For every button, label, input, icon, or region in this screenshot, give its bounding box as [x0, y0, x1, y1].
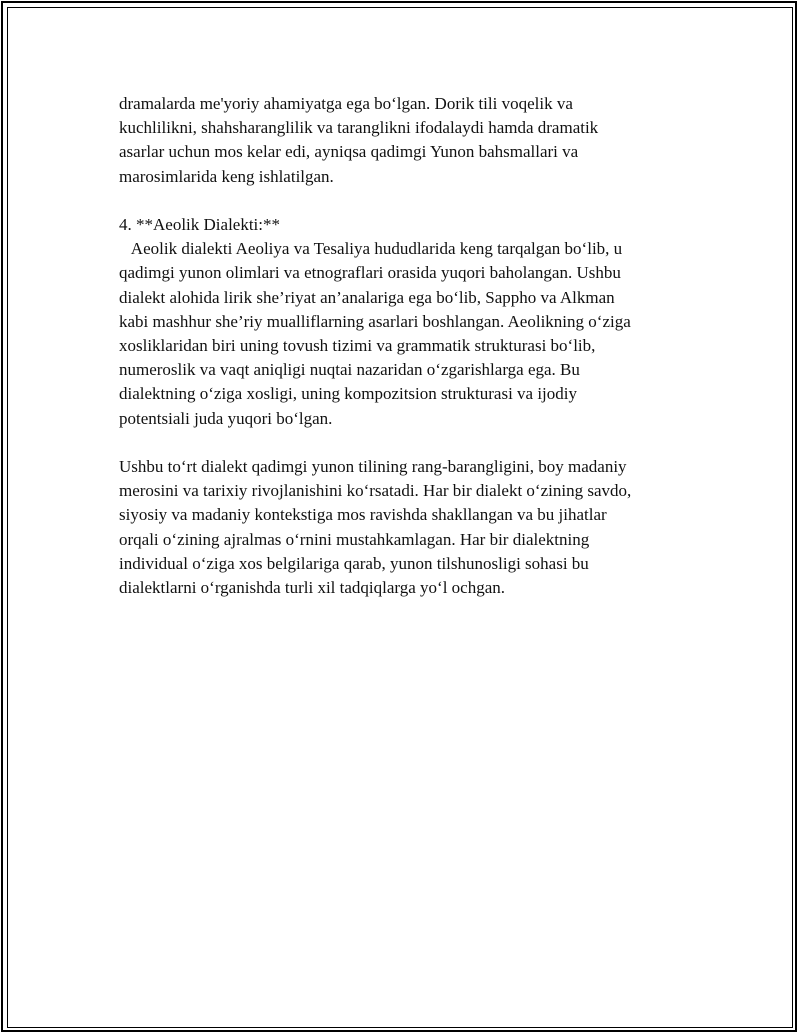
paragraph-spacer	[119, 189, 679, 213]
text-line: individual o‘ziga xos belgilariga qarab, yunon tilshunosligi sohasi bu	[119, 553, 589, 573]
section-aeolic-dialect	[119, 213, 679, 431]
text-line: xosliklaridan biri uning tovush tizimi va grammatik strukturasi bo‘lib,	[119, 336, 596, 356]
text-line: Ushbu to‘rt dialekt qadimgi yunon tilining rang-barangligini, boy madaniy	[119, 457, 627, 477]
text-line: siyosiy va madaniy kontekstiga mos ravishda shakllangan va bu jihatlar	[119, 505, 607, 525]
text-line: marosimlarida keng ishlatilgan.	[119, 166, 334, 186]
text-line: potentsiali juda yuqori bo‘lgan.	[119, 408, 333, 428]
document-body	[119, 92, 679, 600]
text-line: Aeolik dialekti Aeoliya va Tesaliya hududlarida keng tarqalgan bo‘lib, u	[119, 239, 623, 259]
text-line: merosini va tarixiy rivojlanishini ko‘rsatadi. Har bir dialekt o‘zining savdo,	[119, 481, 632, 501]
text-line: asarlar uchun mos kelar edi, ayniqsa qadimgi Yunon bahsmallari va	[119, 142, 579, 162]
text-line: dramalarda me'yoriy ahamiyatga ega bo‘lgan. Dorik tili voqelik va	[119, 94, 573, 113]
text-line: dialekt alohida lirik she’riyat an’analariga ega bo‘lib, Sappho va Alkman	[119, 287, 615, 307]
text-line: qadimgi yunon olimlari va etnograflari orasida yuqori baholangan. Ushbu	[119, 263, 621, 283]
text-line: kuchlilikni, shahsharanglilik va taranglikni ifodalaydi hamda dramatik	[119, 118, 599, 138]
text-line: numeroslik va vaqt aniqligi nuqtai nazaridan o‘zgarishlarga ega. Bu	[119, 360, 580, 380]
paragraph-conclusion	[119, 455, 679, 600]
section-heading: 4. **Aeolik Dialekti:**	[119, 215, 281, 234]
paragraph-spacer	[119, 431, 679, 455]
paragraph-doric-continuation	[119, 92, 679, 189]
text-line: orqali o‘zining ajralmas o‘rnini mustahkamlagan. Har bir dialektning	[119, 529, 590, 549]
text-line: kabi mashhur she’riy mualliflarning asarlari boshlangan. Aeolikning o‘ziga	[119, 311, 631, 331]
text-line: dialektning o‘ziga xosligi, uning kompozitsion strukturasi va ijodiy	[119, 384, 578, 404]
text-line: dialektlarni o‘rganishda turli xil tadqiqlarga yo‘l ochgan.	[119, 578, 506, 598]
